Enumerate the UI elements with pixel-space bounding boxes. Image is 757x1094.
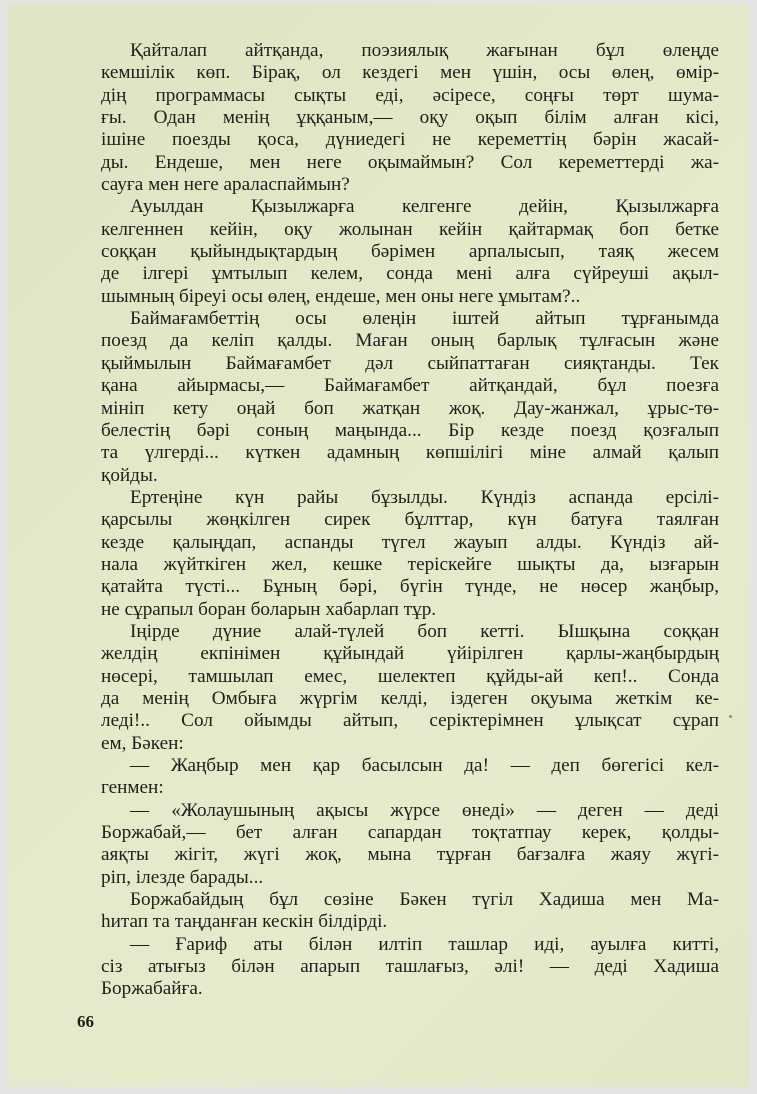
text-line: Ауылдан Қызылжарға келгенге дейін, Қызылжарға [130, 196, 719, 218]
text-line: қойды. [101, 464, 158, 486]
text-line: нөсері, тамшылап емес, шелектеп құйды-ай кеп!.. Сонда [101, 665, 719, 687]
text-line: қатайта түсті... Бұның бәрі, бүгін түнде, не нөсер жаңбыр, [101, 576, 719, 598]
text-line: Іңірде дүние алай-түлей боп кетті. Ышқына соққан [130, 620, 719, 642]
text-line: қана айырмасы,— Баймағамбет айтқандай, бұл поезға [101, 375, 719, 397]
text-line: леді!.. Сол ойымды айтып, серіктерімнен ұлықсат сұрап [101, 710, 719, 732]
text-line: — Жаңбыр мен қар басылсын да! — деп бөгегісі кел- [130, 755, 719, 776]
text-line: Баймағамбеттің осы өлеңін іштей айтып тұрғанымда [130, 308, 719, 330]
text-line: белестің бәрі соның маңында... Бір кезде поезд қозғалып [101, 419, 719, 441]
text-line: қарсылы жөңкілген сирек бұлттар, күн батуға таялған [101, 509, 719, 531]
text-line: сіз атығыз білән апарып ташлағыз, әлі! — деді Хадиша [101, 956, 719, 978]
text-line: соққан қыйындықтардың бәрімен арпалысып, таяқ жесем [101, 241, 719, 263]
text-line: де ілгері ұмтылып келем, сонда мені алға сүйреуші ақыл- [101, 263, 719, 285]
text-line: — Ғариф аты білән илтіп ташлар иді, ауылға китті, [130, 933, 719, 955]
text-line: кезде қалыңдап, аспанды түгел жауып алды. Күндіз ай- [101, 531, 719, 553]
text-line: Боржабайдың бұл сөзіне Бәкен түгіл Хадиша мен Ма- [130, 889, 719, 911]
text-line: шымның біреуі осы өлең, ендеше, мен оны неге ұмытам?.. [101, 285, 581, 307]
text-line: поезд да келіп қалды. Маған оның барлық тұлғасын және [101, 330, 719, 352]
text-line: дің программасы сықты еді, әсіресе, соңғы төрт шума- [101, 84, 719, 106]
text-line: ғы. Одан менің ұққаным,— оқу оқып білім алған кісі, [101, 107, 719, 129]
text-line: ішіне поезды қоса, дүниедегі не кереметтің бәрін жасай- [101, 129, 719, 151]
page-body-text [101, 40, 719, 1001]
text-line: не сұрапыл боран боларын хабарлап тұр. [101, 598, 437, 620]
text-line: — «Жолаушының ақысы жүрсе өнеді» — деген — деді [130, 799, 719, 821]
text-line: желдің екпінімен құйындай үйірілген қарлы-жаңбырдың [101, 643, 719, 665]
text-line: ріп, ілезде барады... [101, 866, 264, 888]
text-line: Ертеңіне күн райы бұзылды. Күндіз аспанда ерсілі- [130, 486, 719, 508]
text-line: Боржабайға. [101, 978, 203, 1000]
text-line: генмен: [101, 777, 164, 799]
text-line: сауға мен неге араласпаймын? [101, 174, 350, 196]
text-line: аяқты жігіт, жүгі жоқ, мына тұрған бағзалға жаяу жүгі- [101, 844, 719, 866]
paper-speck [729, 715, 732, 718]
text-line: ем, Бәкен: [101, 732, 184, 754]
text-line: қыймылын Баймағамбет дәл сыйпаттаған сияқтанды. Тек [101, 352, 719, 374]
text-line: Қайталап айтқанда, поэзиялық жағынан бұл өлеңде [130, 40, 719, 61]
text-line: Боржабай,— бет алған сапардан тоқтатпау керек, қолды- [101, 822, 719, 844]
text-line: кемшілік көп. Бірақ, ол кездегі мен үшін, осы өлең, өмір- [101, 62, 719, 84]
page-number: 66 [77, 1012, 94, 1031]
text-line: келгеннен кейін, оқу жолынан кейін қайтармақ боп бетке [101, 218, 719, 240]
text-line: ды. Ендеше, мен неге оқымаймын? Сол кереметтерді жа- [101, 151, 719, 173]
text-line: мініп кету оңай боп жатқан жоқ. Дау-жанжал, ұрыс-тө- [101, 397, 719, 419]
text-line: та үлгерді... күткен адамның көпшілігі міне алмай қалып [101, 442, 719, 464]
text-line: нала жүйткіген жел, кешке теріскейге шықты да, ызғарын [101, 553, 719, 575]
text-line: да менің Омбыға жүргім келді, іздеген оқуыма жеткім ке- [101, 687, 719, 709]
text-line: һитап та таңданған кескін білдірді. [101, 911, 388, 933]
